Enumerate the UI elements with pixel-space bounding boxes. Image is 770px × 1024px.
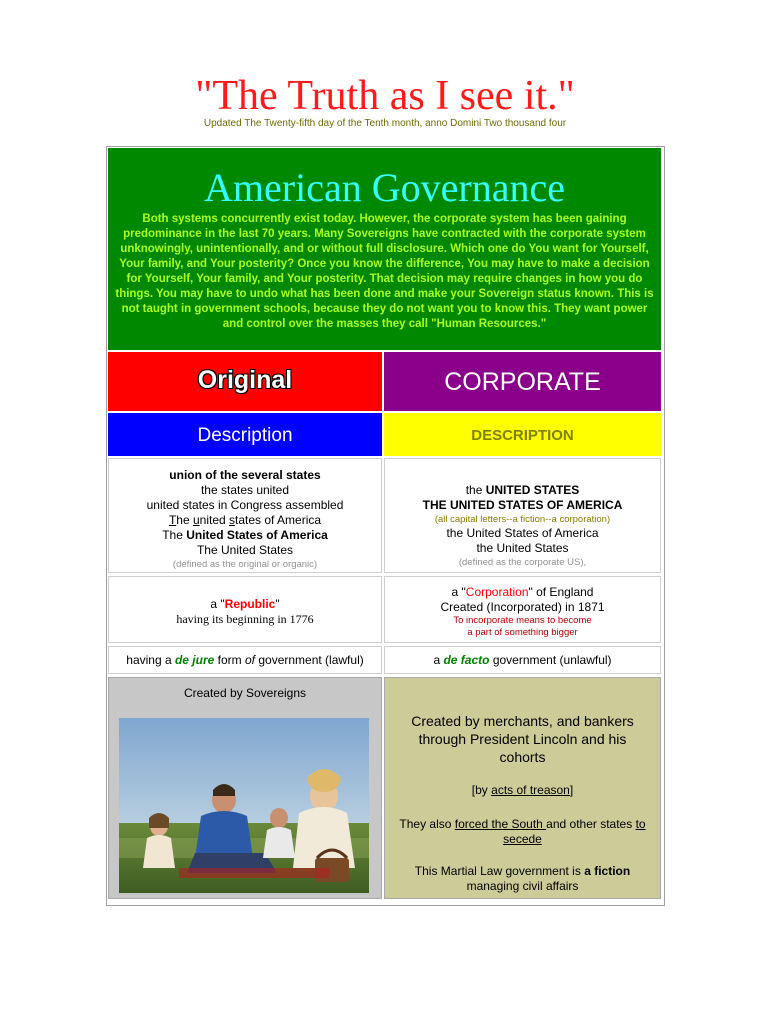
de-jure-cell [108, 646, 382, 674]
merchants-cell [384, 677, 661, 899]
original-header [108, 352, 382, 411]
incorporated-line: Created (Incorporated) in 1871 [440, 600, 605, 614]
corporate-name-line-1: the UNITED STATES [465, 483, 580, 497]
corporation-line: a "Corporation" of England [451, 585, 594, 599]
original-label: Original [197, 366, 293, 394]
incorporate-note-2: a part of something bigger [467, 627, 578, 638]
original-description-header [108, 413, 382, 456]
republic-beginning: having its beginning in 1776 [176, 612, 314, 626]
incorporate-note-1: To incorporate means to become [453, 615, 592, 626]
corporate-name-line-5: the United States [476, 541, 569, 555]
original-name-line-4: The united states of America [168, 513, 322, 527]
original-description-label: Description [197, 425, 293, 446]
original-definition-note: (defined as the original or organic) [172, 559, 318, 570]
original-name-line-2: the states united [200, 483, 290, 497]
merchants-text: Created by merchants, and bankers through President Lincoln and his cohorts [411, 713, 634, 765]
page-title: "The Truth as I see it." [195, 73, 575, 119]
corporate-header [384, 352, 661, 411]
corporate-name-line-2: THE UNITED STATES OF AMERICA [422, 498, 623, 512]
original-name-line-3: united states in Congress assembled [146, 498, 344, 512]
corporate-description-label: DESCRIPTION [471, 427, 574, 444]
american-governance-banner [108, 148, 661, 350]
family-picnic-image [119, 718, 369, 893]
original-name-line-1: union of the several states [169, 468, 321, 482]
treason-line: [by acts of treason] [471, 783, 574, 797]
forced-south-link[interactable]: forced the South [454, 817, 547, 831]
de-jure-line: having a de jure form of government (lawful) [126, 653, 364, 667]
corporate-definition-note: (defined as the corporate US), [458, 557, 587, 568]
sovereigns-cell [108, 677, 382, 899]
republic-line: a "Republic" [210, 597, 280, 611]
corporation-cell [384, 576, 661, 643]
governance-text: Both systems concurrently exist today. However, the corporate system has been gaining predominance in the last 70 years. Many Sovereigns have contracted with the corporate system unknowingly, unintentionally, and or without full disclosure. Which one do You want for Yourself, Your family, and Your posterity? Once you know the difference, You may have to make a decision for Yourself, Your family, and Your posterity. That decision may require changes in how you do things. You may have to undo what has been done and make your Sovereign status known. This is not taught in government schools, because they do not want you to know this. They want power and control over the masses they call "Human Resources." [115, 213, 654, 330]
de-facto-cell [384, 646, 661, 674]
corporate-caps-note: (all capital letters--a fiction--a corporation) [434, 514, 611, 525]
sovereigns-caption: Created by Sovereigns [183, 686, 307, 700]
secede-line: They also forced the South and other states to secede [399, 817, 646, 846]
republic-cell [108, 576, 382, 643]
martial-law-line: This Martial Law government is a fiction managing civil affairs [414, 864, 631, 893]
updated-date: Updated The Twenty-fifth day of the Tenth month, anno Domini Two thousand four [203, 118, 567, 129]
original-names-cell [108, 458, 382, 573]
secede-link[interactable]: to secede [503, 817, 646, 846]
corporate-description-header [384, 413, 661, 456]
corporate-name-line-4: the United States of America [446, 526, 599, 540]
corporate-names-cell [384, 458, 661, 573]
acts-of-treason-link[interactable]: acts of treason [491, 783, 570, 797]
de-facto-line: a de facto government (unlawful) [433, 653, 612, 667]
original-name-line-6: The United States [196, 543, 294, 557]
governance-title: American Governance [204, 165, 565, 210]
original-name-line-5: The United States of America [162, 528, 328, 542]
corporate-label: CORPORATE [444, 368, 601, 396]
family-picnic-photo [119, 718, 369, 893]
